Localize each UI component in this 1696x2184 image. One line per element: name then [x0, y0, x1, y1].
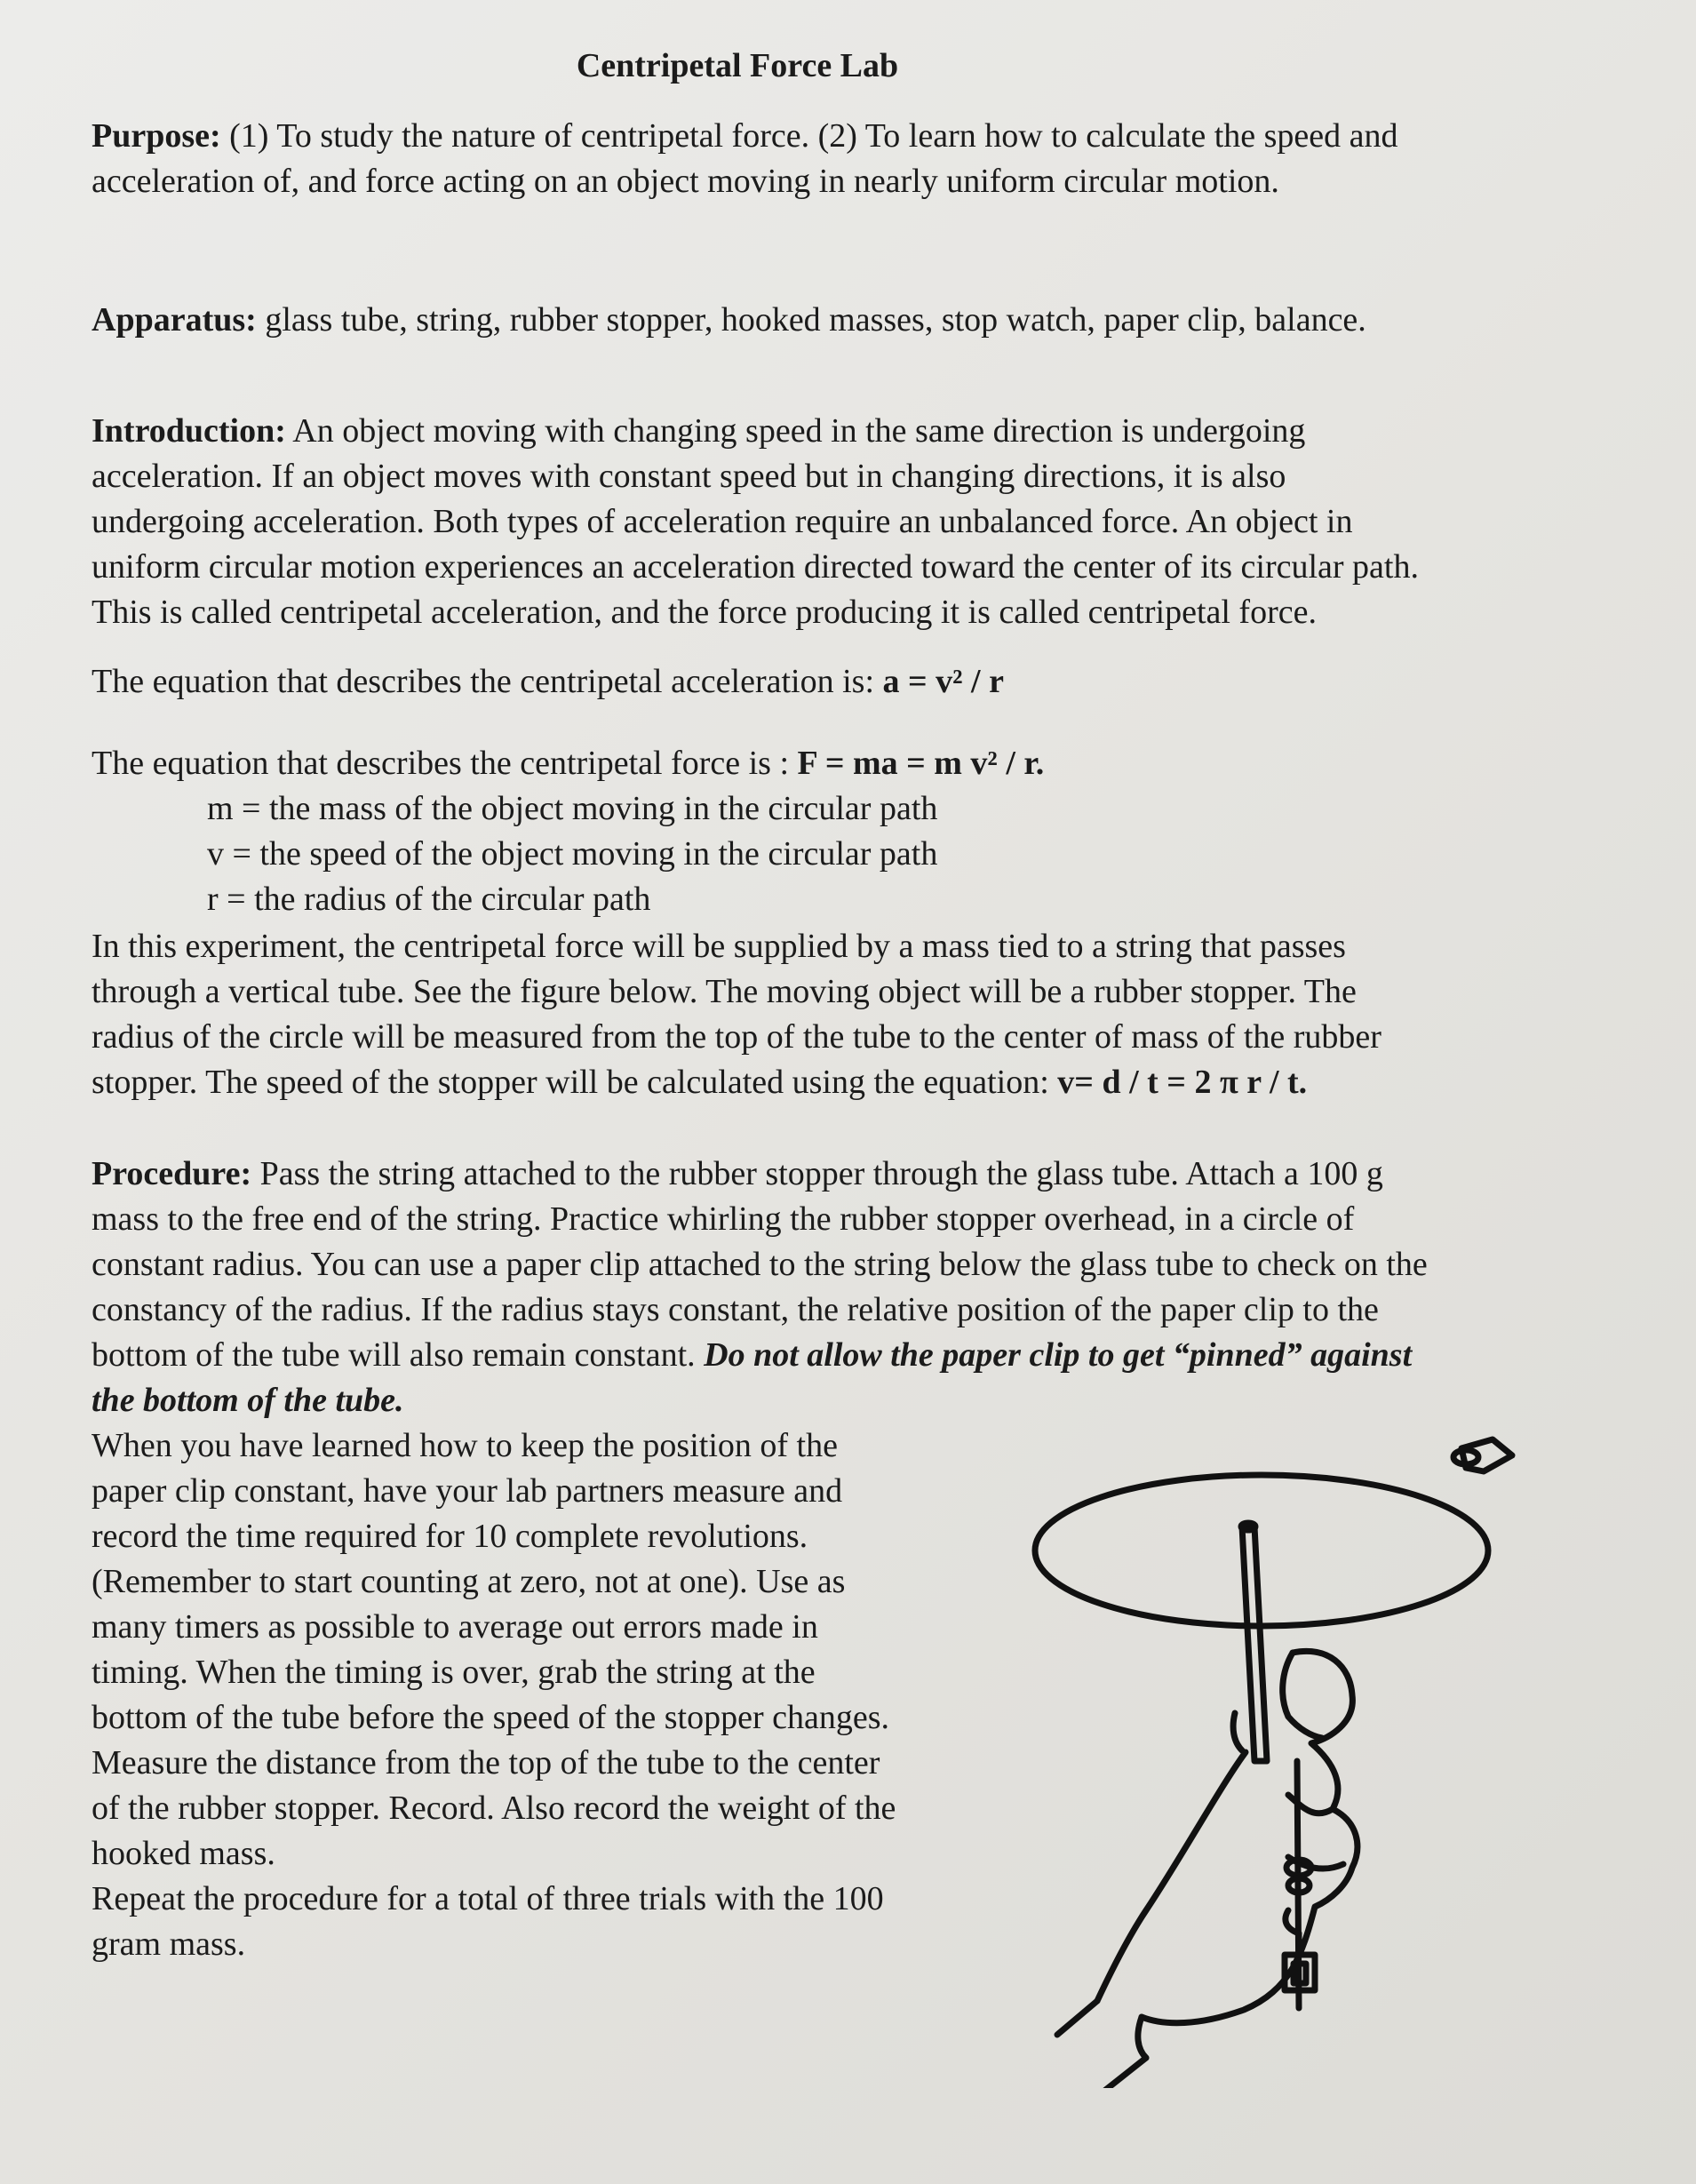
- purpose-section: [92, 114, 1433, 204]
- force-section: [92, 741, 1433, 922]
- procedure-continued: [92, 1423, 909, 1967]
- arm: [1057, 2001, 1097, 2035]
- speed-equation-label: equation:: [923, 1064, 1049, 1101]
- whirling-stopper-illustration: [1022, 1413, 1555, 2088]
- experiment-section: [92, 924, 1433, 1105]
- definition-mass: m = the mass of the object moving in the circular path: [207, 790, 938, 827]
- purpose-label: Purpose:: [92, 117, 221, 155]
- procedure-repeat-text: Repeat the procedure for a total of three trials with the 100 gram mass.: [92, 1880, 884, 1963]
- apparatus-section: [92, 298, 1433, 343]
- string-below-tube: [1297, 1761, 1299, 2008]
- acceleration-equation-line: [92, 659, 1433, 705]
- definition-radius: r = the radius of the circular path: [207, 881, 651, 918]
- document-title: Centripetal Force Lab: [576, 47, 899, 84]
- definition-speed: v = the speed of the object moving in the circular path: [207, 835, 938, 873]
- apparatus-text: glass tube, string, rubber stopper, hooked masses, stop watch, paper clip, balance.: [265, 301, 1366, 339]
- apparatus-label: Apparatus:: [92, 301, 257, 339]
- force-sentence: The equation that describes the centripetal force is :: [92, 745, 790, 782]
- glass-tube: [1242, 1526, 1267, 1761]
- introduction-text: An object moving with changing speed in the same direction is undergoing acceleration. If an object moves with constant speed but in changing directions, it is also undergoing acceleration. Both types of acceleration require an unbalanced force. An object in uniform circular motion experiences an acceleration directed toward the center of its circular path. This is called centripetal acceleration, and the force producing it is called centripetal force.: [92, 412, 1419, 631]
- procedure-label: Procedure:: [92, 1155, 252, 1192]
- procedure-continued-text: When you have learned how to keep the position of the paper clip constant, have your lab partners measure and record the time required for 10 complete revolutions. (Remember to start counting at zero, not at one). Use as many timers as possible to average out errors made in timing. When the timing is over, grab the string at the bottom of the tube before the speed of the stopper changes. Measure the distance from the top of the tube to the center of the rubber stopper. Record. Also record the weight of the hooked mass.: [92, 1427, 896, 1872]
- introduction-label: Introduction:: [92, 412, 286, 450]
- procedure-warning: Do not allow the paper clip to get “pinned” against the bottom of the tube.: [92, 1336, 1413, 1419]
- apparatus-figure: [1022, 1413, 1555, 2088]
- force-equation: F = ma = m v² / r.: [797, 745, 1045, 782]
- acceleration-equation: a = v² / r: [882, 663, 1004, 700]
- procedure-section: [92, 1152, 1433, 1423]
- purpose-text: (1) To study the nature of centripetal force. (2) To learn how to calculate the speed and acceleration of, and force acting on an object moving in nearly uniform circular motion.: [92, 117, 1398, 200]
- speed-equation: v= d / t = 2 π r / t.: [1057, 1064, 1308, 1101]
- procedure-text: Pass the string attached to the rubber stopper through the glass tube. Attach a 100 g mass to the free end of the string. Practice whirling the rubber stopper overhead, in a circle of constant radius. You can use a paper clip attached to the string below the glass tube to check on the constancy of the radius. If the radius stays constant, the relative position of the paper clip to the bottom of the tube will also remain constant.: [92, 1155, 1428, 1374]
- introduction-section: [92, 409, 1433, 635]
- acceleration-sentence: The equation that describes the centripetal acceleration is:: [92, 663, 874, 700]
- experiment-text: In this experiment, the centripetal force will be supplied by a mass tied to a string that passes through a vertical tube. See the figure below. The moving object will be a rubber stopper. The radius of the circle will be measured from the top of the tube to the center of mass of the rubber stopper. The speed of the stopper will be calculated using the: [92, 928, 1381, 1101]
- thumb: [1097, 1752, 1246, 2001]
